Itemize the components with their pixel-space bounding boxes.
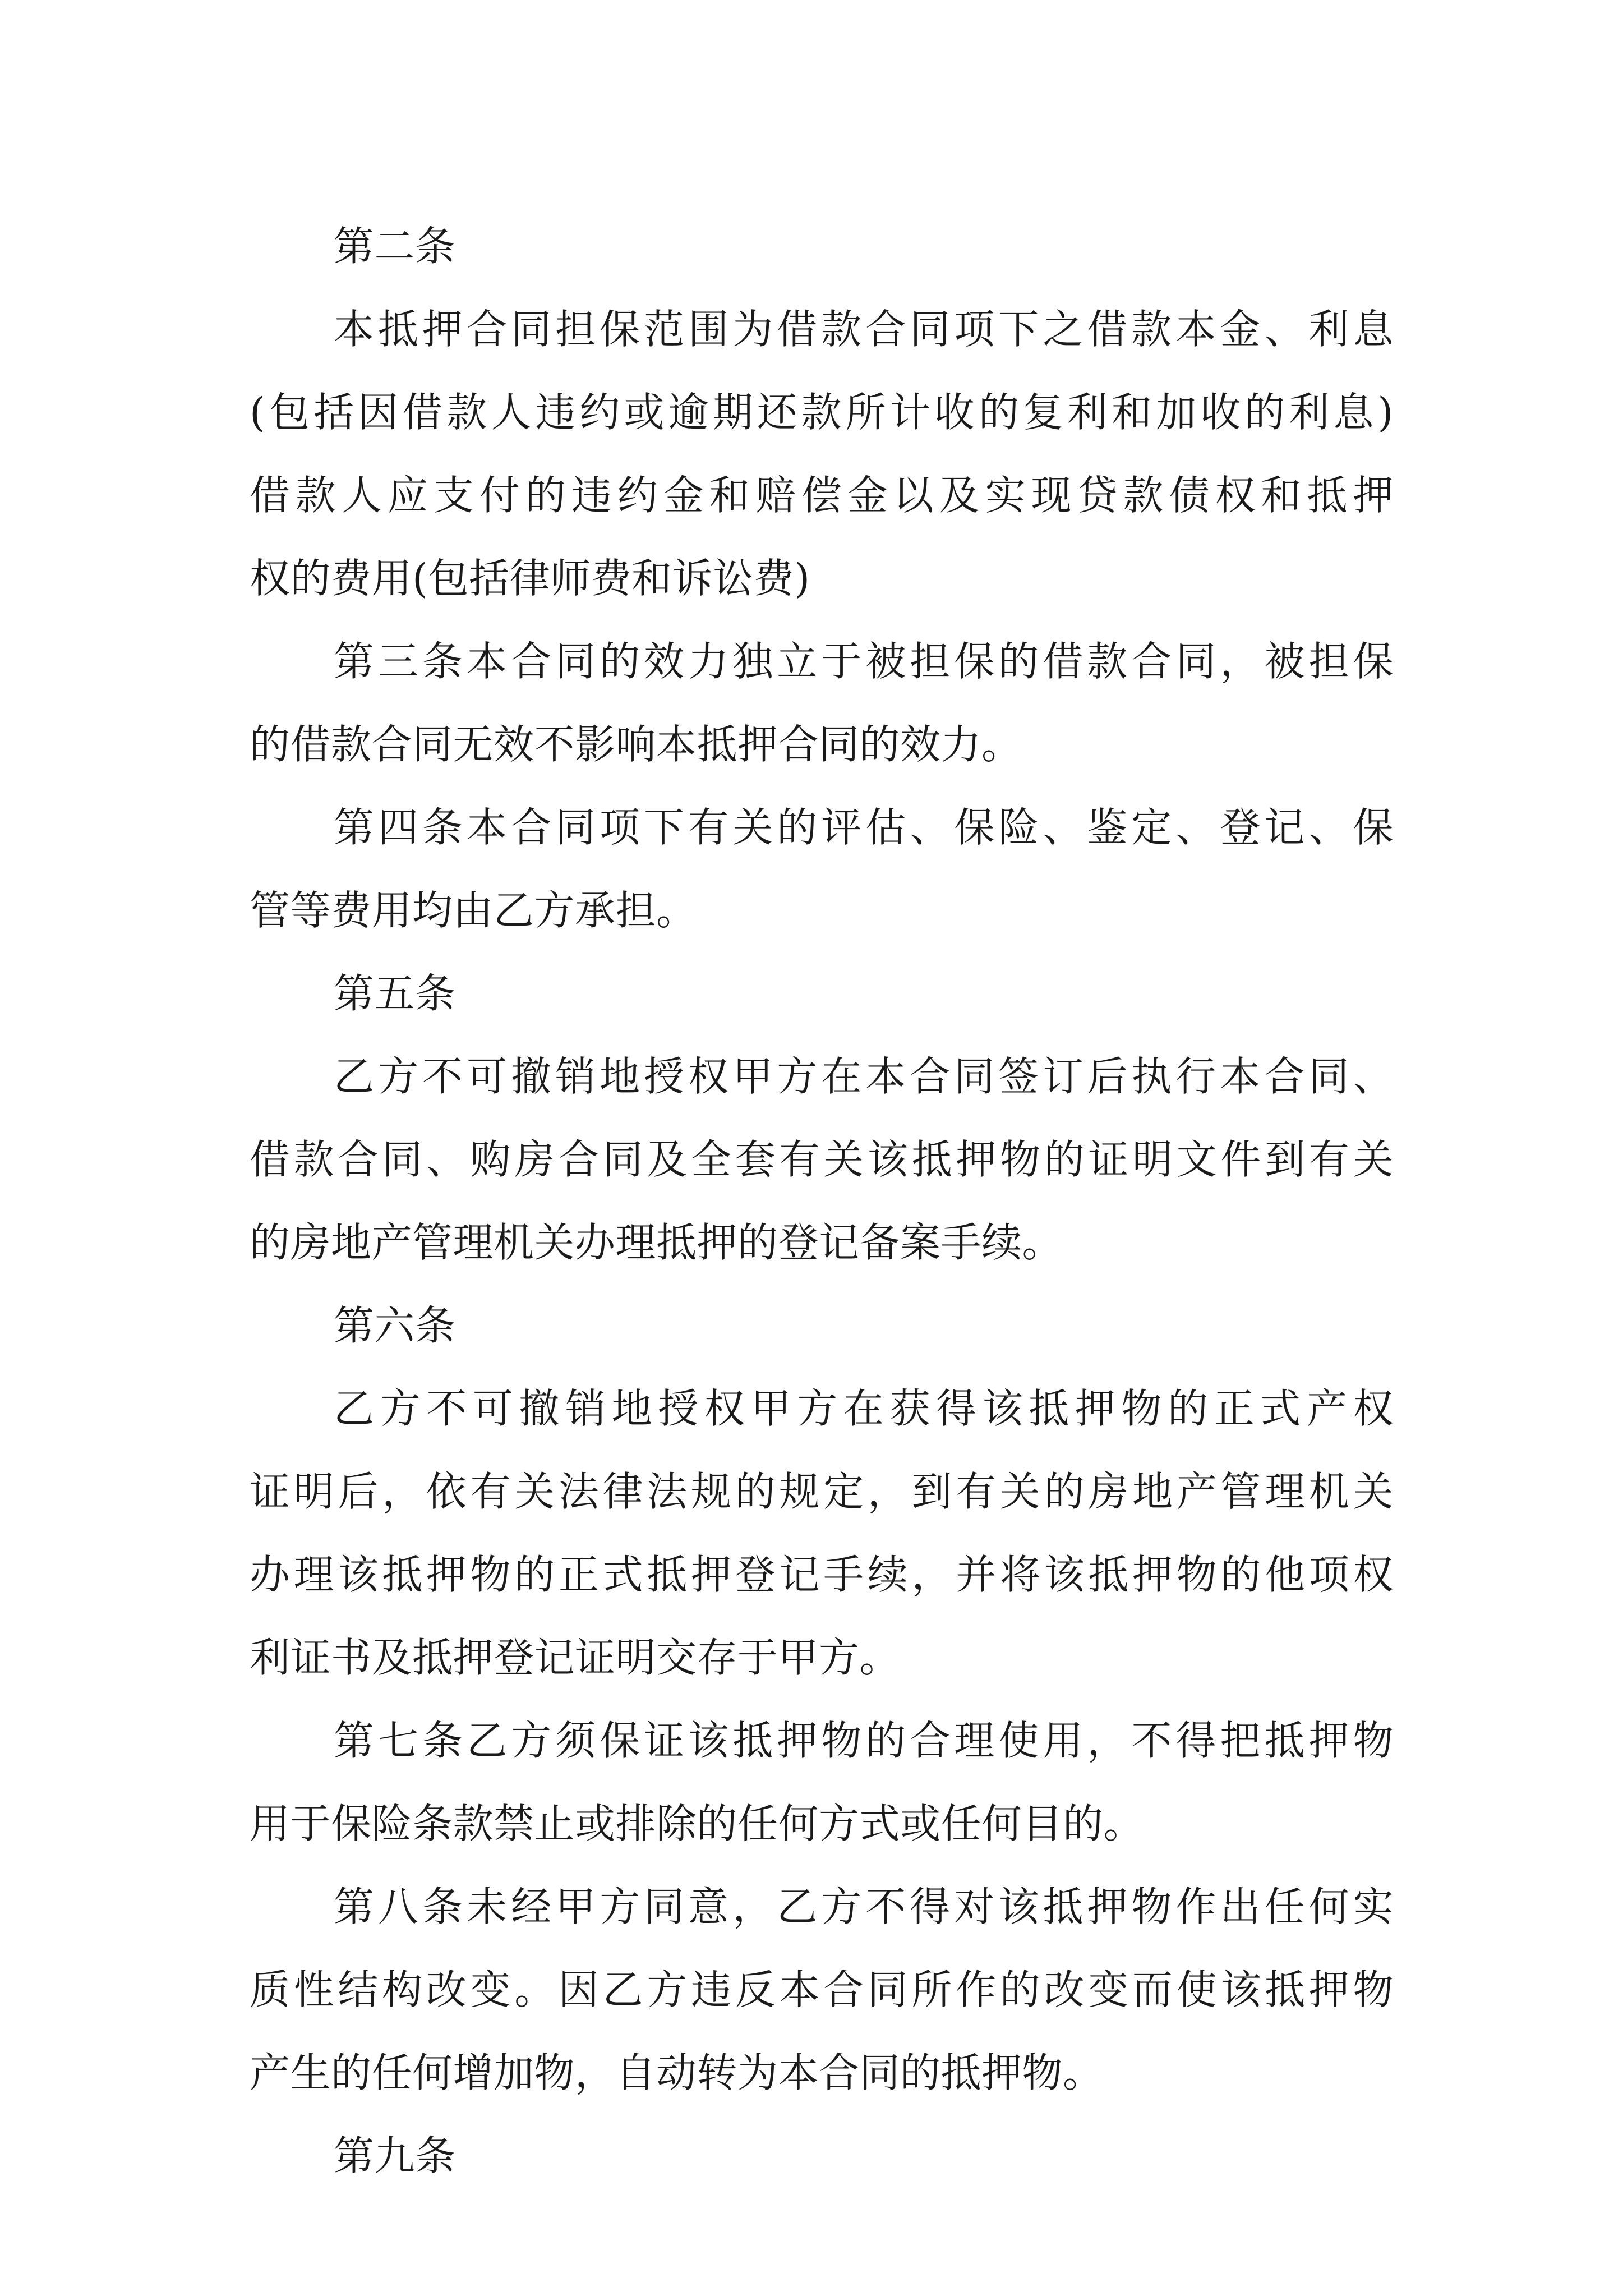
- article-5-heading: 第五条: [334, 970, 456, 1017]
- article-3-text-line-2: 的借款合同无效不影响本抵押合同的效力。: [250, 721, 1022, 768]
- article-8-text-line-1: 第八条未经甲方同意，乙方不得对该抵押物作出任何实: [334, 1883, 1394, 1930]
- article-5-text-line-1: 乙方不可撤销地授权甲方在本合同签订后执行本合同、: [334, 1053, 1394, 1100]
- article-5-text-line-2: 借款合同、购房合同及全套有关该抵押物的证明文件到有关: [250, 1136, 1394, 1183]
- article-4-text-line-1: 第四条本合同项下有关的评估、保险、鉴定、登记、保: [334, 804, 1394, 851]
- article-7-text-line-1: 第七条乙方须保证该抵押物的合理使用，不得把抵押物: [334, 1717, 1394, 1764]
- article-2-text-line-2: (包括因借款人违约或逾期还款所计收的复利和加收的利息): [250, 389, 1394, 436]
- article-9-heading: 第九条: [334, 2132, 456, 2179]
- article-7-text-line-2: 用于保险条款禁止或排除的任何方式或任何目的。: [250, 1800, 1145, 1847]
- article-6-text-line-2: 证明后，依有关法律法规的规定，到有关的房地产管理机关: [250, 1468, 1394, 1515]
- article-6-text-line-1: 乙方不可撤销地授权甲方在获得该抵押物的正式产权: [334, 1385, 1394, 1432]
- article-6-text-line-4: 利证书及抵押登记证明交存于甲方。: [250, 1634, 901, 1681]
- article-2-text-line-3: 借款人应支付的违约金和赔偿金以及实现贷款债权和抵押: [250, 472, 1394, 519]
- article-6-heading: 第六条: [334, 1302, 456, 1349]
- article-2-text-line-1: 本抵押合同担保范围为借款合同项下之借款本金、利息: [334, 306, 1394, 353]
- article-8-text-line-3: 产生的任何增加物，自动转为本合同的抵押物。: [250, 2049, 1104, 2096]
- article-2-text-line-4: 权的费用(包括律师费和诉讼费): [250, 555, 810, 602]
- article-3-text-line-1: 第三条本合同的效力独立于被担保的借款合同，被担保: [334, 638, 1394, 685]
- contract-text-body: [250, 205, 1394, 2197]
- article-6-text-line-3: 办理该抵押物的正式抵押登记手续，并将该抵押物的他项权: [250, 1551, 1394, 1598]
- article-2-heading: 第二条: [334, 223, 456, 270]
- article-8-text-line-2: 质性结构改变。因乙方违反本合同所作的改变而使该抵押物: [250, 1966, 1394, 2013]
- article-4-text-line-2: 管等费用均由乙方承担。: [250, 887, 697, 934]
- article-5-text-line-3: 的房地产管理机关办理抵押的登记备案手续。: [250, 1219, 1063, 1266]
